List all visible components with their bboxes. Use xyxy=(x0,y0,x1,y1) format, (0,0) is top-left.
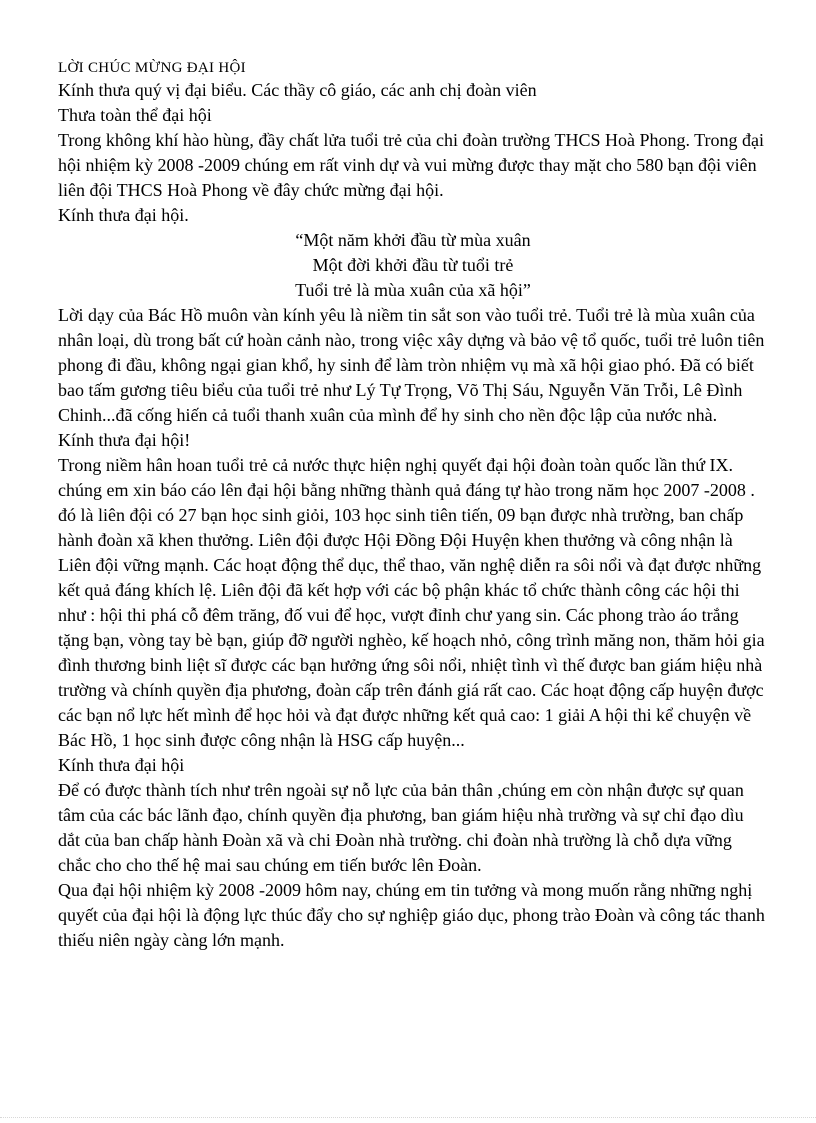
address-line-3: Kính thưa đại hội xyxy=(58,755,185,775)
quote-line-3: Tuổi trẻ là mùa xuân của xã hội” xyxy=(295,280,531,300)
quote-line-2: Một đời khởi đầu từ tuổi trẻ xyxy=(312,255,514,275)
greeting-line-2: Thưa toàn thể đại hội xyxy=(58,105,212,125)
address-line-2: Kính thưa đại hội! xyxy=(58,430,191,450)
document-page xyxy=(58,58,768,953)
paragraph-achievements: Trong niềm hân hoan tuổi trẻ cả nước thực hiện nghị quyết đại hội đoàn toàn quốc lần thứ IX. chúng em xin báo cáo lên đại hội bằng những thành quả đáng tự hào trong năm học 2007 -2008 . đó là liên đội có 27 bạn học sinh giỏi, 103 học sinh tiên tiến, 09 bạn được nhà trường, ban chấp hành đoàn xã khen thưởng. Liên đội được Hội Đồng Đội Huyện khen thưởng và công nhận là Liên đội vững mạnh. Các hoạt động thể dục, thể thao, văn nghệ diễn ra sôi nổi và đạt được những kết quả đáng khích lệ. Liên đội đã kết hợp với các bộ phận khác tổ chức thành công các hội thi như : hội thi phá cỗ đêm trăng, đố vui để học, vượt đỉnh chư yang sin. Các phong trào áo trắng tặng bạn, vòng tay bè bạn, giúp đỡ người nghèo, kế hoạch nhỏ, công trình măng non, thăm hỏi gia đình thương binh liệt sĩ được các bạn hưởng ứng sôi nổi, nhiệt tình vì thế được ban giám hiệu nhà trường và chính quyền địa phương, đoàn cấp trên đánh giá rất cao. Các hoạt động cấp huyện được các bạn nổ lực hết mình để học hỏi và đạt được những kết quả cao: 1 giải A hội thi kể chuyện về Bác Hồ, 1 học sinh được công nhận là HSG cấp huyện... xyxy=(58,455,765,750)
document-heading: LỜI CHÚC MỪNG ĐẠI HỘI xyxy=(58,60,246,76)
quote-line-1: “Một năm khởi đầu từ mùa xuân xyxy=(295,230,531,250)
paragraph-closing: Qua đại hội nhiệm kỳ 2008 -2009 hôm nay, chúng em tin tưởng và mong muốn rằng những nghị quyết của đại hội là động lực thúc đẩy cho sự nghiệp giáo dục, phong trào Đoàn và công tác thanh thiếu niên ngày càng lớn mạnh. xyxy=(58,880,765,950)
quote-block xyxy=(58,228,768,303)
paragraph-uncle-ho: Lời dạy của Bác Hồ muôn vàn kính yêu là niềm tin sắt son vào tuổi trẻ. Tuổi trẻ là mùa xuân của nhân loại, dù trong bất cứ hoàn cảnh nào, trong việc xây dựng và bảo vệ tổ quốc, tuổi trẻ luôn tiên phong đi đầu, không ngại gian khổ, hy sinh để làm tròn nhiệm vụ mà xã hội giao phó. Đã có biết bao tấm gương tiêu biểu của tuổi trẻ như Lý Tự Trọng, Võ Thị Sáu, Nguyễn Văn Trỗi, Lê Đình Chinh...đã cống hiến cả tuổi thanh xuân của mình để hy sinh cho nền độc lập của nước nhà. xyxy=(58,305,765,425)
page-bottom-divider xyxy=(0,1117,816,1118)
paragraph-thanks: Để có được thành tích như trên ngoài sự nỗ lực của bản thân ,chúng em còn nhận được sự quan tâm của các bác lãnh đạo, chính quyền địa phương, ban giám hiệu nhà trường và sự chỉ đạo dìu dắt của ban chấp hành Đoàn xã và chi Đoàn nhà trường. chi đoàn nhà trường là chỗ dựa vững chắc cho cho thế hệ mai sau chúng em tiến bước lên Đoàn. xyxy=(58,780,744,875)
paragraph-intro: Trong không khí hào hùng, đầy chất lửa tuổi trẻ của chi đoàn trường THCS Hoà Phong. Trong đại hội nhiệm kỳ 2008 -2009 chúng em rất vinh dự và vui mừng được thay mặt cho 580 bạn đội viên liên đội THCS Hoà Phong về đây chức mừng đại hội. xyxy=(58,130,764,200)
address-line-1: Kính thưa đại hội. xyxy=(58,205,189,225)
greeting-line-1: Kính thưa quý vị đại biểu. Các thầy cô giáo, các anh chị đoàn viên xyxy=(58,80,537,100)
